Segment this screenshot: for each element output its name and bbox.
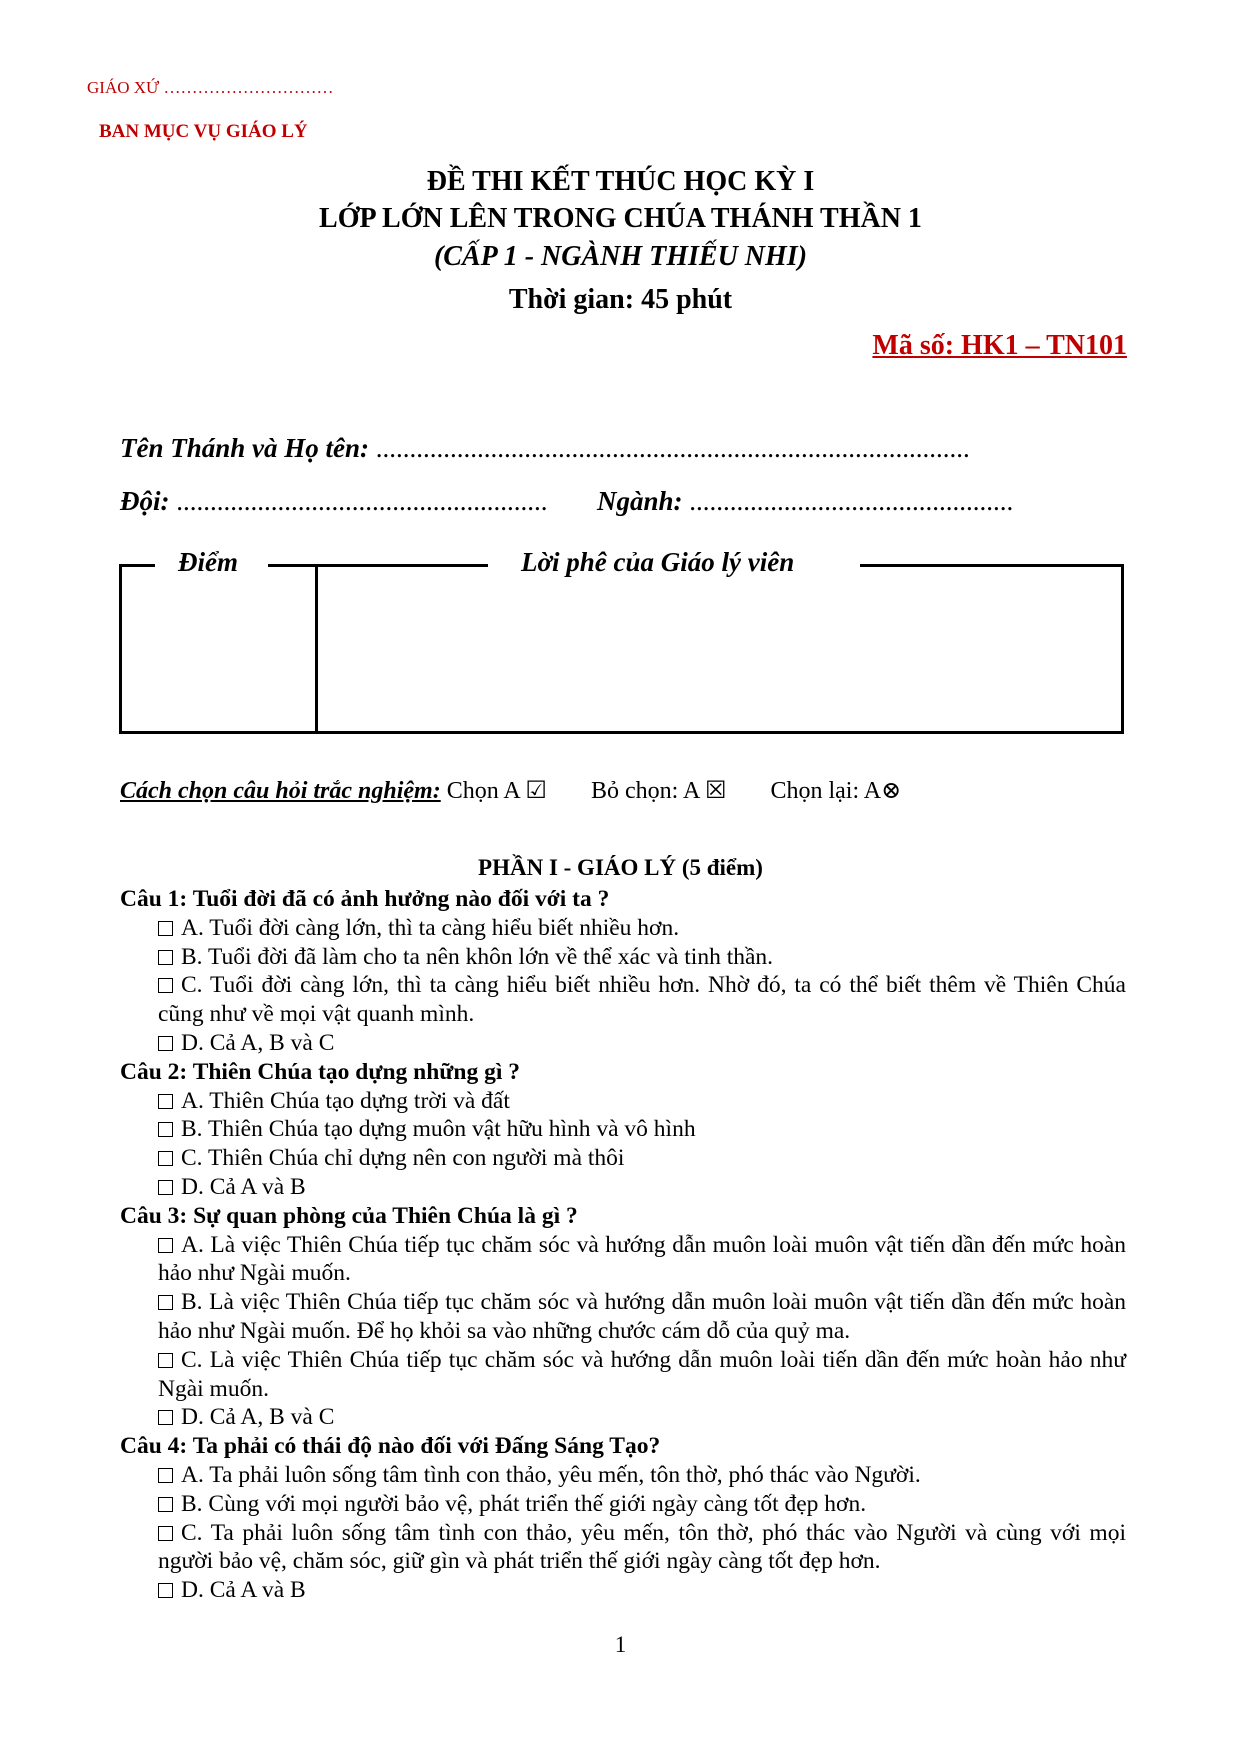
option-text: A. Ta phải luôn sống tâm tình con thảo, yêu mến, tôn thờ, phó thác vào Người. <box>181 1461 921 1488</box>
box-divider <box>315 566 318 734</box>
checkbox-icon[interactable] <box>158 1526 173 1541</box>
question-block <box>120 885 1126 1058</box>
name-field[interactable] <box>120 433 970 464</box>
answer-option[interactable] <box>120 1087 1126 1116</box>
team-field[interactable] <box>120 486 548 517</box>
checkbox-icon[interactable] <box>158 1036 173 1051</box>
box-top-border <box>860 564 1124 567</box>
answer-option[interactable] <box>120 1346 1126 1404</box>
question-block <box>120 1202 1126 1432</box>
checkbox-icon[interactable] <box>158 1151 173 1166</box>
parish-line: GIÁO XỨ ………………………… <box>87 78 334 97</box>
option-text: A. Thiên Chúa tạo dựng trời và đất <box>181 1087 510 1114</box>
level-title: (CẤP 1 - NGÀNH THIẾU NHI) <box>433 241 808 272</box>
answer-option[interactable] <box>120 1288 1126 1346</box>
answer-option[interactable] <box>120 1461 1126 1490</box>
checkbox-icon[interactable] <box>158 1410 173 1425</box>
option-text: B. Cùng với mọi người bảo vệ, phát triển thế giới ngày càng tốt đẹp hơn. <box>181 1490 867 1517</box>
option-text: A. Tuổi đời càng lớn, thì ta càng hiểu biết nhiều hơn. <box>181 914 680 941</box>
comment-label: Lời phê của Giáo lý viên <box>521 547 795 577</box>
answer-option[interactable] <box>120 1519 1126 1577</box>
option-text: D. Cả A và B <box>181 1173 306 1200</box>
answer-instructions <box>120 776 901 805</box>
answer-option[interactable] <box>120 1029 1126 1058</box>
question-block <box>120 1432 1126 1605</box>
exam-title: ĐỀ THI KẾT THÚC HỌC KỲ I <box>426 166 815 197</box>
name-label: Tên Thánh và Họ tên: <box>120 433 370 463</box>
rechoose-instruction: Chọn lại: A⊗ <box>770 778 902 804</box>
checkbox-icon[interactable] <box>158 950 173 965</box>
option-text: C. Thiên Chúa chỉ dựng nên con người mà thôi <box>181 1145 625 1172</box>
checkbox-icon[interactable] <box>158 1583 173 1598</box>
board-name: BAN MỤC VỤ GIÁO LÝ <box>99 121 308 142</box>
option-text: A. Là việc Thiên Chúa tiếp tục chăm sóc và hướng dẫn muôn loài muôn vật tiến dần đến mức hoàn hảo như Ngài muốn. <box>158 1231 1126 1287</box>
branch-label: Ngành: <box>597 486 683 516</box>
question-block <box>120 1058 1126 1202</box>
question-text: Câu 3: Sự quan phòng của Thiên Chúa là gì ? <box>120 1202 578 1229</box>
question-list <box>120 885 1126 1605</box>
checkbox-icon[interactable] <box>158 1497 173 1512</box>
option-text: D. Cả A, B và C <box>181 1029 335 1056</box>
answer-option[interactable] <box>120 914 1126 943</box>
score-comment-box <box>119 566 1124 734</box>
option-text: B. Thiên Chúa tạo dựng muôn vật hữu hình và vô hình <box>181 1116 696 1143</box>
choose-instruction: Chọn A ☑ <box>446 778 547 804</box>
option-text: D. Cả A và B <box>181 1577 306 1604</box>
answer-option[interactable] <box>120 1144 1126 1173</box>
name-dots: ........................................................................................ <box>375 433 970 463</box>
option-text: C. Tuổi đời càng lớn, thì ta càng hiểu biết nhiều hơn. Nhờ đó, ta có thể biết thêm về Thiên Chúa cũng như về mọi vật quanh mình. <box>158 972 1126 1028</box>
instructions-label: Cách chọn câu hỏi trắc nghiệm: <box>120 778 441 804</box>
answer-option[interactable] <box>120 943 1126 972</box>
answer-option[interactable] <box>120 1115 1126 1144</box>
part-heading: PHẦN I - GIÁO LÝ (5 điểm) <box>478 855 763 880</box>
option-text: B. Tuổi đời đã làm cho ta nên khôn lớn về thể xác và tinh thần. <box>181 943 774 970</box>
answer-option[interactable] <box>120 971 1126 1029</box>
exam-code: Mã số: HK1 – TN101 <box>872 330 1127 361</box>
answer-option[interactable] <box>120 1231 1126 1289</box>
time-limit: Thời gian: 45 phút <box>508 284 733 315</box>
answer-option[interactable] <box>120 1576 1126 1605</box>
checkbox-icon[interactable] <box>158 921 173 936</box>
score-label: Điểm <box>178 547 238 577</box>
box-top-border <box>119 564 155 567</box>
page-number: 1 <box>614 1632 627 1657</box>
question-text: Câu 1: Tuổi đời đã có ảnh hưởng nào đối với ta ? <box>120 886 610 912</box>
checkbox-icon[interactable] <box>158 1180 173 1195</box>
team-dots: ....................................................... <box>176 486 548 516</box>
checkbox-icon[interactable] <box>158 1122 173 1137</box>
checkbox-icon[interactable] <box>158 1094 173 1109</box>
question-text: Câu 4: Ta phải có thái độ nào đối với Đấng Sáng Tạo? <box>120 1433 661 1460</box>
answer-option[interactable] <box>120 1403 1126 1432</box>
checkbox-icon[interactable] <box>158 978 173 993</box>
option-text: D. Cả A, B và C <box>181 1404 335 1431</box>
branch-field[interactable] <box>597 486 1013 517</box>
class-title: LỚP LỚN LÊN TRONG CHÚA THÁNH THẦN 1 <box>319 203 922 234</box>
option-text: C. Ta phải luôn sống tâm tình con thảo, yêu mến, tôn thờ, phó thác vào Người và cùng với mọi người bảo vệ, chăm sóc, giữ gìn và phát triển thế giới ngày càng tốt đẹp hơn. <box>158 1519 1126 1575</box>
checkbox-icon[interactable] <box>158 1295 173 1310</box>
question-text: Câu 2: Thiên Chúa tạo dựng những gì ? <box>120 1058 520 1085</box>
checkbox-icon[interactable] <box>158 1468 173 1483</box>
branch-dots: ................................................ <box>689 486 1014 516</box>
option-text: C. Là việc Thiên Chúa tiếp tục chăm sóc và hướng dẫn muôn loài tiến dần đến mức hoàn hảo như Ngài muốn. <box>158 1346 1126 1402</box>
checkbox-icon[interactable] <box>158 1238 173 1253</box>
box-top-border <box>268 564 488 567</box>
checkbox-icon[interactable] <box>158 1353 173 1368</box>
option-text: B. Là việc Thiên Chúa tiếp tục chăm sóc và hướng dẫn muôn loài muôn vật tiến dần đến mức hoàn hảo như Ngài muốn. Để họ khỏi sa vào những chước cám dỗ của quỷ ma. <box>158 1289 1126 1344</box>
answer-option[interactable] <box>120 1490 1126 1519</box>
unchoose-instruction: Bỏ chọn: A ☒ <box>590 778 727 804</box>
team-label: Đội: <box>120 486 170 516</box>
answer-option[interactable] <box>120 1173 1126 1202</box>
